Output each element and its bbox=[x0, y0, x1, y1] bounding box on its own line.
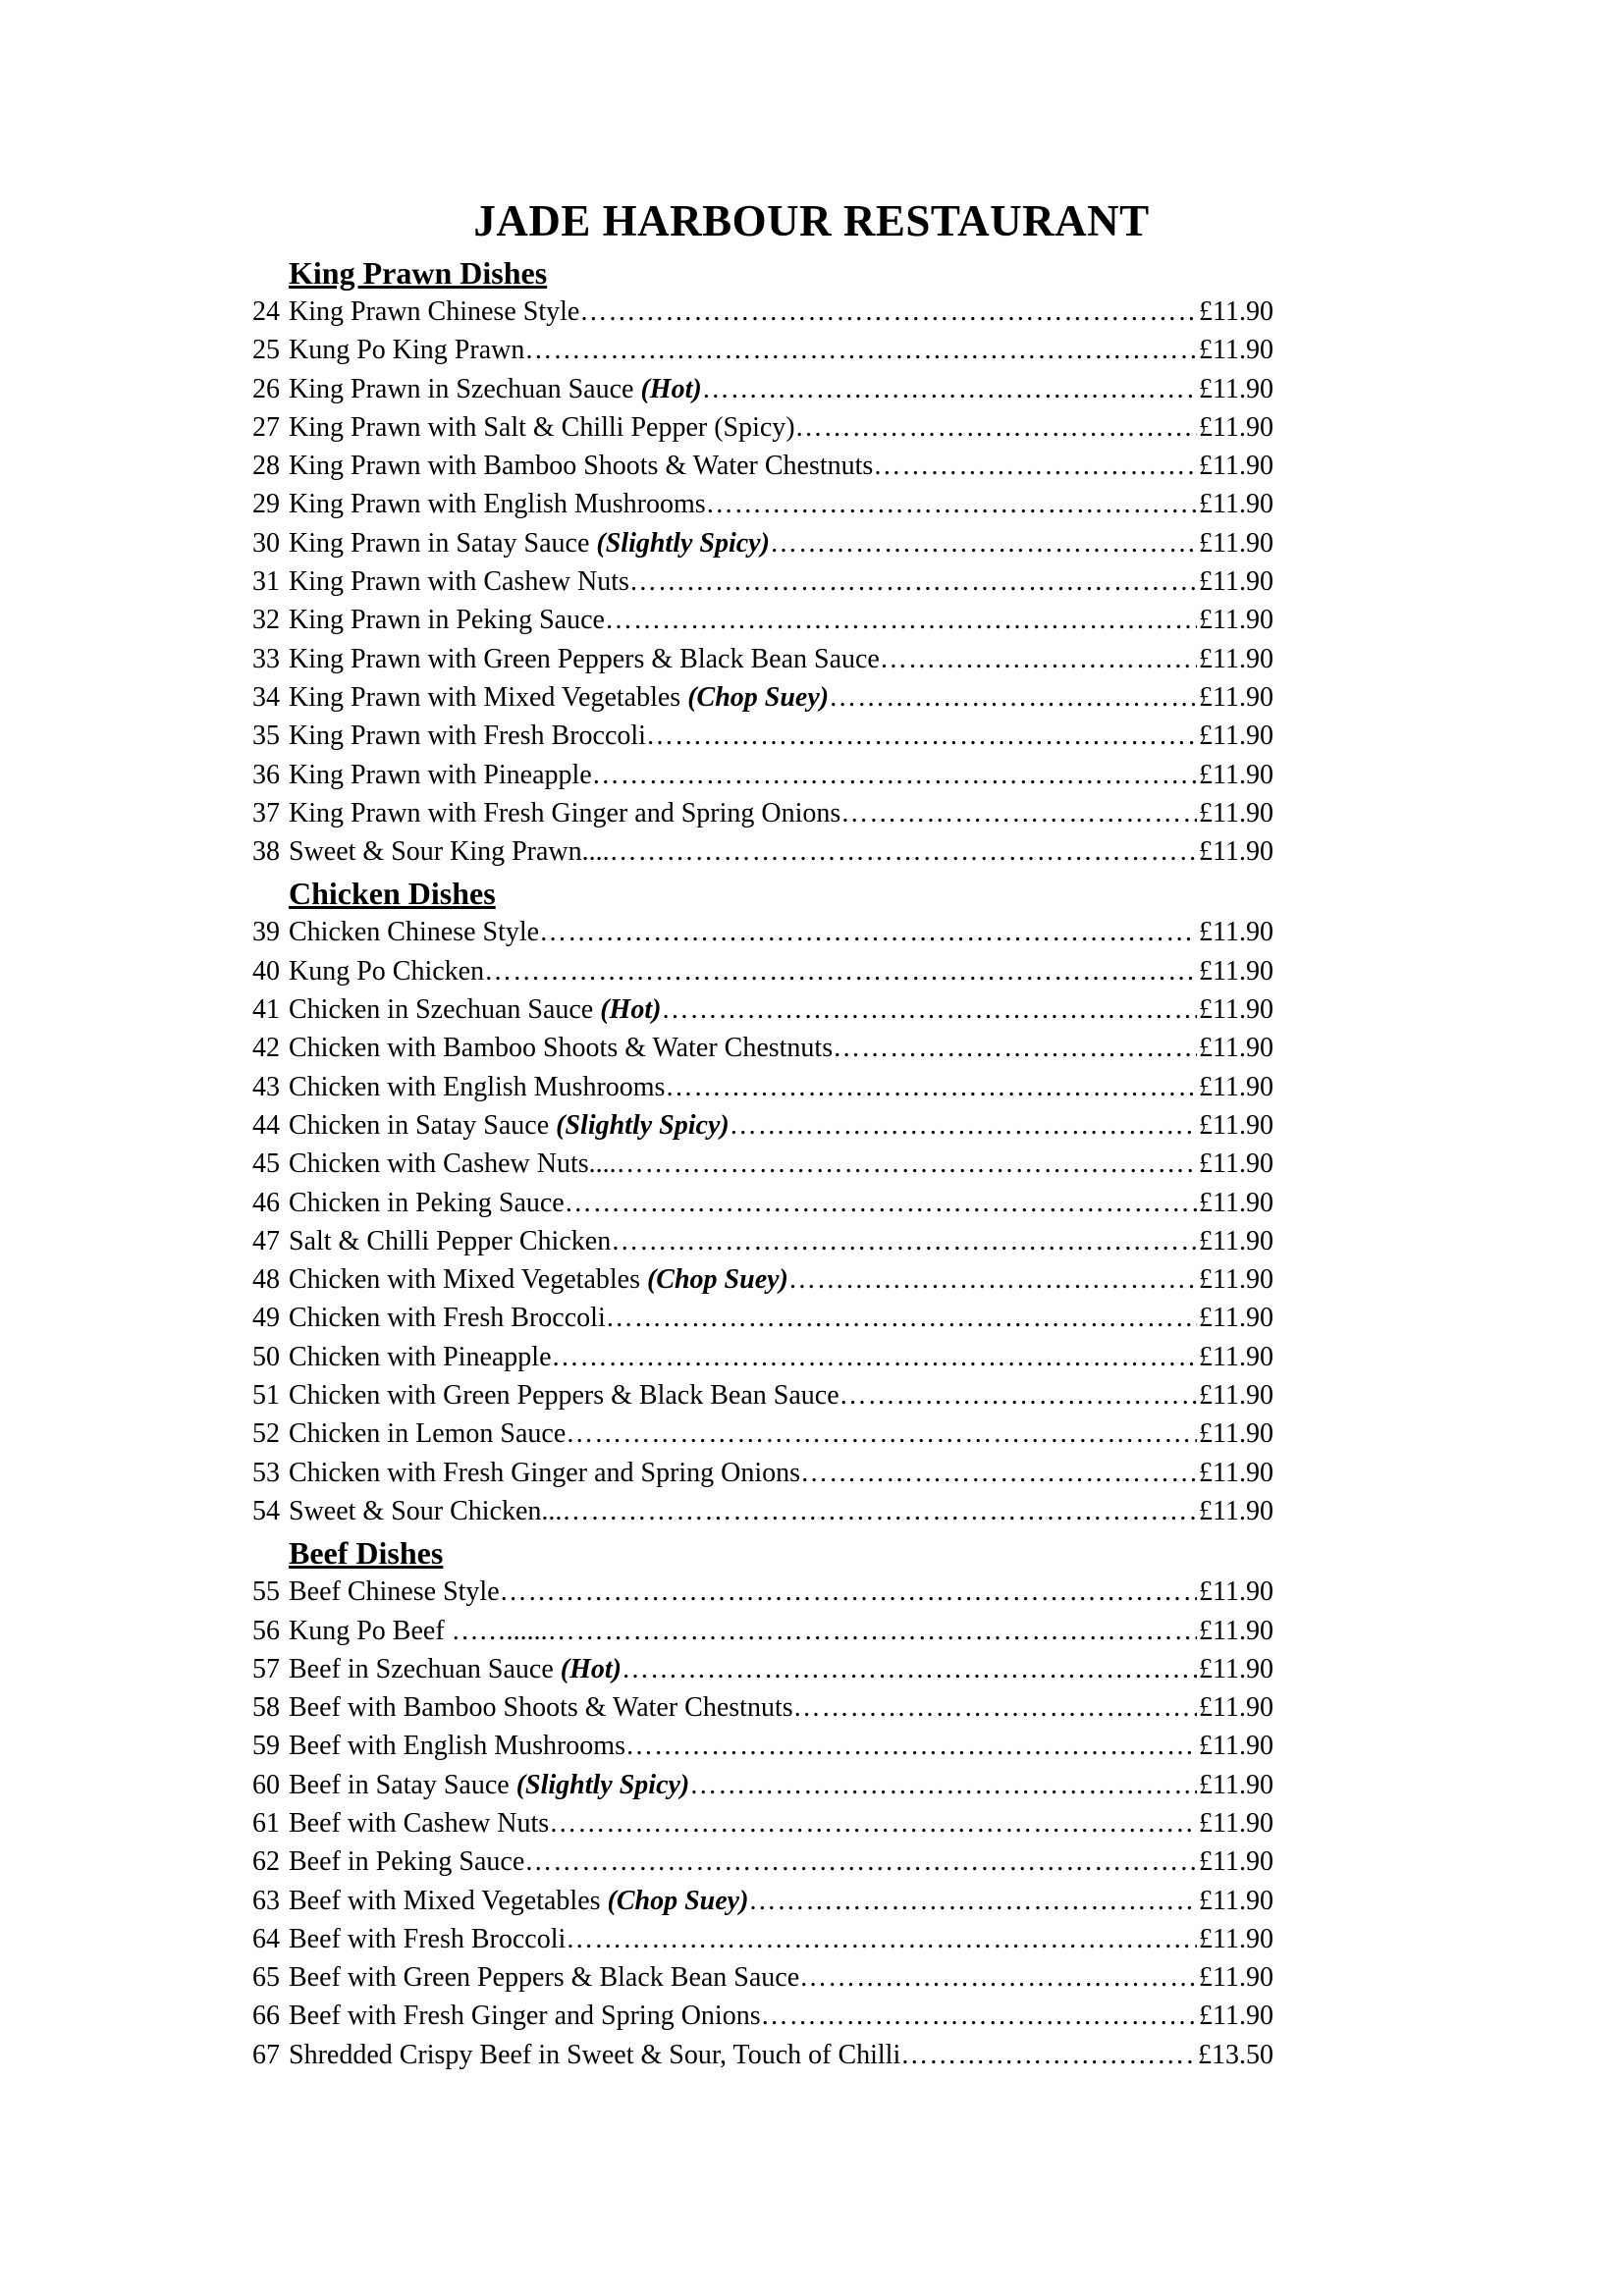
item-name-text: Kung Po Chicken bbox=[289, 955, 485, 987]
item-name-text: Kung Po King Prawn bbox=[289, 335, 525, 366]
item-name-text: King Prawn with Bamboo Shoots & Water Chestnuts bbox=[289, 451, 874, 482]
dot-leader bbox=[793, 1688, 1197, 1727]
item-name-text: Chicken with Mixed Vegetables bbox=[289, 1264, 640, 1296]
item-name bbox=[289, 601, 605, 639]
menu-item bbox=[252, 408, 1273, 447]
menu-item bbox=[252, 1958, 1273, 1997]
item-price: £11.90 bbox=[1199, 1576, 1273, 1608]
dot-leader bbox=[761, 1997, 1197, 2035]
item-price: £11.90 bbox=[1199, 994, 1273, 1026]
item-price: £11.90 bbox=[1199, 1418, 1273, 1450]
dot-leader bbox=[706, 485, 1197, 523]
menu-item bbox=[252, 1415, 1273, 1453]
section-heading: Chicken Dishes bbox=[289, 876, 496, 912]
item-name-text: Sweet & Sour King Prawn.... bbox=[289, 836, 610, 868]
item-name bbox=[289, 1766, 689, 1804]
dot-leader bbox=[524, 331, 1197, 369]
dot-leader bbox=[611, 1222, 1197, 1260]
item-name-text: Chicken Chinese Style bbox=[289, 917, 540, 948]
dot-leader bbox=[873, 447, 1197, 485]
menu-item bbox=[252, 1997, 1273, 2035]
menu-item bbox=[252, 1454, 1273, 1492]
item-name bbox=[289, 1184, 565, 1222]
item-name bbox=[289, 293, 579, 331]
dot-leader bbox=[839, 1376, 1197, 1415]
menu-item bbox=[252, 1106, 1273, 1145]
item-price: £11.90 bbox=[1199, 527, 1273, 559]
menu-item bbox=[252, 1727, 1273, 1765]
item-price: £11.90 bbox=[1199, 411, 1273, 443]
item-name bbox=[289, 1068, 665, 1106]
item-number: 29 bbox=[252, 489, 280, 520]
item-price: £11.90 bbox=[1199, 1109, 1273, 1141]
item-price: £11.90 bbox=[1199, 759, 1273, 790]
menu-section bbox=[252, 1533, 1273, 2074]
item-name bbox=[289, 1338, 552, 1376]
item-name-text: Sweet & Sour Chicken... bbox=[289, 1495, 563, 1526]
item-price: £11.90 bbox=[1199, 1769, 1273, 1800]
item-price: £11.90 bbox=[1199, 1457, 1273, 1488]
item-price: £11.90 bbox=[1199, 566, 1273, 598]
item-name-text: Beef in Satay Sauce bbox=[289, 1769, 510, 1800]
dot-leader bbox=[748, 1882, 1197, 1920]
item-name bbox=[289, 1145, 617, 1183]
menu-item bbox=[252, 1842, 1273, 1881]
dot-leader bbox=[880, 640, 1197, 678]
item-name-text: King Prawn with Green Peppers & Black Bean Sauce bbox=[289, 643, 880, 674]
item-name-text: Beef with Cashew Nuts bbox=[289, 1807, 550, 1839]
item-number: 67 bbox=[252, 2039, 280, 2070]
dot-leader bbox=[484, 952, 1197, 990]
item-name bbox=[289, 1842, 524, 1881]
menu-item bbox=[252, 1492, 1273, 1530]
item-number: 48 bbox=[252, 1264, 280, 1296]
menu-item bbox=[252, 2036, 1273, 2074]
menu-section bbox=[252, 253, 1273, 871]
item-number: 40 bbox=[252, 955, 280, 987]
menu-item bbox=[252, 1376, 1273, 1415]
section-heading: King Prawn Dishes bbox=[289, 255, 548, 291]
item-name bbox=[289, 1029, 833, 1067]
item-number: 43 bbox=[252, 1071, 280, 1102]
item-name bbox=[289, 1958, 799, 1997]
menu-item bbox=[252, 562, 1273, 601]
dot-leader bbox=[605, 601, 1197, 639]
item-name-text: Beef in Szechuan Sauce bbox=[289, 1653, 554, 1684]
item-number: 24 bbox=[252, 296, 280, 327]
item-name bbox=[289, 678, 829, 717]
dot-leader bbox=[646, 717, 1197, 755]
item-price: £11.90 bbox=[1199, 2001, 1273, 2032]
item-name bbox=[289, 1260, 788, 1299]
menu-item bbox=[252, 1222, 1273, 1260]
item-number: 30 bbox=[252, 527, 280, 559]
item-number: 54 bbox=[252, 1495, 280, 1526]
item-name-text: Kung Po Beef ……...... bbox=[289, 1615, 548, 1646]
menu-item bbox=[252, 447, 1273, 485]
dot-leader bbox=[770, 524, 1197, 562]
item-name-text: Beef with Bamboo Shoots & Water Chestnuts bbox=[289, 1692, 793, 1724]
item-price: £11.90 bbox=[1199, 1187, 1273, 1218]
item-price: £11.90 bbox=[1199, 1264, 1273, 1296]
menu-item bbox=[252, 485, 1273, 523]
item-number: 64 bbox=[252, 1923, 280, 1954]
menu-item bbox=[252, 524, 1273, 562]
item-price: £11.90 bbox=[1199, 1341, 1273, 1372]
item-number: 56 bbox=[252, 1615, 280, 1646]
item-name-text: King Prawn in Szechuan Sauce bbox=[289, 373, 634, 404]
item-name bbox=[289, 485, 706, 523]
item-number: 33 bbox=[252, 643, 280, 674]
item-note: (Chop Suey) bbox=[607, 1885, 749, 1916]
item-name bbox=[289, 1222, 611, 1260]
item-number: 25 bbox=[252, 335, 280, 366]
dot-leader bbox=[900, 2036, 1196, 2074]
item-name bbox=[289, 1920, 566, 1958]
item-number: 59 bbox=[252, 1731, 280, 1762]
dot-leader bbox=[788, 1260, 1197, 1299]
item-name bbox=[289, 524, 770, 562]
item-note: (Slightly Spicy) bbox=[596, 527, 770, 559]
menu-item bbox=[252, 756, 1273, 794]
item-price: £11.90 bbox=[1199, 605, 1273, 636]
item-name-text: Chicken with Fresh Broccoli bbox=[289, 1303, 606, 1334]
item-name-text: Beef with Fresh Broccoli bbox=[289, 1923, 567, 1954]
item-number: 32 bbox=[252, 605, 280, 636]
section-heading: Beef Dishes bbox=[289, 1535, 444, 1572]
item-price: £11.90 bbox=[1199, 1495, 1273, 1526]
item-note: (Hot) bbox=[640, 373, 702, 404]
dot-leader bbox=[840, 794, 1197, 832]
item-name bbox=[289, 1650, 622, 1688]
item-number: 52 bbox=[252, 1418, 280, 1450]
item-name-text: Beef with Fresh Ginger and Spring Onions bbox=[289, 2001, 761, 2032]
menu-item bbox=[252, 1882, 1273, 1920]
item-name bbox=[289, 1727, 625, 1765]
dot-leader bbox=[549, 1804, 1197, 1842]
dot-leader bbox=[829, 678, 1197, 717]
item-name bbox=[289, 331, 524, 369]
menu-list bbox=[252, 250, 1273, 2074]
item-number: 60 bbox=[252, 1769, 280, 1800]
dot-leader bbox=[629, 562, 1197, 601]
item-number: 41 bbox=[252, 994, 280, 1026]
item-name-text: Chicken in Lemon Sauce bbox=[289, 1418, 567, 1450]
item-number: 34 bbox=[252, 681, 280, 713]
item-name-text: Beef with English Mushrooms bbox=[289, 1731, 625, 1762]
item-note: (Hot) bbox=[560, 1653, 622, 1684]
item-name-text: Chicken with Cashew Nuts.... bbox=[289, 1148, 617, 1180]
dot-leader bbox=[610, 832, 1197, 871]
menu-item bbox=[252, 1145, 1273, 1183]
item-price: £11.90 bbox=[1199, 1923, 1273, 1954]
item-name-text: King Prawn with Fresh Broccoli bbox=[289, 721, 646, 752]
item-price: £11.90 bbox=[1199, 1653, 1273, 1684]
item-number: 27 bbox=[252, 411, 280, 443]
item-name-text: King Prawn with Mixed Vegetables bbox=[289, 681, 681, 713]
item-name-text: Chicken with Green Peppers & Black Bean Sauce bbox=[289, 1380, 839, 1412]
item-number: 28 bbox=[252, 451, 280, 482]
item-name-text: King Prawn Chinese Style bbox=[289, 296, 580, 327]
item-price: £11.90 bbox=[1199, 1148, 1273, 1180]
item-name-text: Beef in Peking Sauce bbox=[289, 1846, 525, 1878]
item-name-text: Chicken with Bamboo Shoots & Water Chestnuts bbox=[289, 1033, 834, 1064]
item-price: £11.90 bbox=[1199, 296, 1273, 327]
menu-item bbox=[252, 1804, 1273, 1842]
menu-item bbox=[252, 370, 1273, 408]
menu-item bbox=[252, 640, 1273, 678]
item-price: £11.90 bbox=[1199, 1962, 1273, 1994]
item-price: £11.90 bbox=[1199, 1071, 1273, 1102]
item-price: £11.90 bbox=[1199, 797, 1273, 828]
item-name-text: Chicken in Szechuan Sauce bbox=[289, 994, 594, 1026]
item-name-text: Beef with Mixed Vegetables bbox=[289, 1885, 601, 1916]
item-price: £11.90 bbox=[1199, 1615, 1273, 1646]
item-number: 37 bbox=[252, 797, 280, 828]
dot-leader bbox=[625, 1727, 1197, 1765]
item-number: 63 bbox=[252, 1885, 280, 1916]
item-name bbox=[289, 794, 840, 832]
menu-item bbox=[252, 678, 1273, 717]
menu-item bbox=[252, 293, 1273, 331]
item-name-text: King Prawn with Pineapple bbox=[289, 759, 592, 790]
item-number: 47 bbox=[252, 1225, 280, 1256]
item-price: £11.90 bbox=[1199, 681, 1273, 713]
item-price: £11.90 bbox=[1199, 1225, 1273, 1256]
menu-item bbox=[252, 331, 1273, 369]
item-name bbox=[289, 1997, 761, 2035]
dot-leader bbox=[799, 1958, 1197, 1997]
item-name bbox=[289, 370, 702, 408]
dot-leader bbox=[579, 293, 1197, 331]
dot-leader bbox=[702, 370, 1197, 408]
item-price: £11.90 bbox=[1199, 451, 1273, 482]
item-price: £11.90 bbox=[1199, 917, 1273, 948]
page-title: JADE HARBOUR RESTAURANT bbox=[473, 196, 1150, 245]
item-name bbox=[289, 1612, 548, 1650]
item-number: 62 bbox=[252, 1846, 280, 1878]
item-name-text: Chicken with Pineapple bbox=[289, 1341, 552, 1372]
item-number: 66 bbox=[252, 2001, 280, 2032]
dot-leader bbox=[665, 1068, 1197, 1106]
item-note: (Slightly Spicy) bbox=[515, 1769, 690, 1800]
menu-item bbox=[252, 952, 1273, 990]
item-price: £11.90 bbox=[1199, 335, 1273, 366]
item-name bbox=[289, 1688, 793, 1727]
item-number: 49 bbox=[252, 1303, 280, 1334]
item-name-text: King Prawn with Cashew Nuts bbox=[289, 566, 629, 598]
item-name bbox=[289, 913, 539, 951]
menu-item bbox=[252, 990, 1273, 1029]
item-name-text: Beef Chinese Style bbox=[289, 1576, 500, 1608]
item-note: (Chop Suey) bbox=[687, 681, 830, 713]
dot-leader bbox=[566, 1415, 1197, 1453]
item-price: £11.90 bbox=[1199, 721, 1273, 752]
item-name-text: King Prawn with English Mushrooms bbox=[289, 489, 706, 520]
item-price: £11.90 bbox=[1199, 1731, 1273, 1762]
item-number: 45 bbox=[252, 1148, 280, 1180]
menu-item bbox=[252, 1573, 1273, 1611]
item-name bbox=[289, 2036, 900, 2074]
item-price: £11.90 bbox=[1199, 1885, 1273, 1916]
menu-item bbox=[252, 1688, 1273, 1727]
item-note: (Slightly Spicy) bbox=[556, 1109, 730, 1141]
item-number: 51 bbox=[252, 1380, 280, 1412]
dot-leader bbox=[566, 1920, 1197, 1958]
item-name bbox=[289, 1804, 549, 1842]
item-name bbox=[289, 952, 484, 990]
dot-leader bbox=[795, 408, 1197, 447]
menu-item bbox=[252, 1920, 1273, 1958]
item-number: 55 bbox=[252, 1576, 280, 1608]
item-name-text: Salt & Chilli Pepper Chicken bbox=[289, 1225, 612, 1256]
item-name-text: Chicken with English Mushrooms bbox=[289, 1071, 666, 1102]
item-name bbox=[289, 1415, 566, 1453]
dot-leader bbox=[800, 1454, 1197, 1492]
menu-item bbox=[252, 1260, 1273, 1299]
dot-leader bbox=[622, 1650, 1197, 1688]
item-price: £11.90 bbox=[1199, 1692, 1273, 1724]
item-number: 39 bbox=[252, 917, 280, 948]
item-number: 58 bbox=[252, 1692, 280, 1724]
menu-item bbox=[252, 1029, 1273, 1067]
menu-section bbox=[252, 874, 1273, 1530]
item-number: 57 bbox=[252, 1653, 280, 1684]
item-note: (Chop Suey) bbox=[646, 1264, 788, 1296]
item-price: £13.50 bbox=[1198, 2039, 1273, 2070]
item-name bbox=[289, 756, 592, 794]
menu-item bbox=[252, 832, 1273, 871]
item-name bbox=[289, 832, 610, 871]
menu-item bbox=[252, 717, 1273, 755]
menu-item bbox=[252, 1184, 1273, 1222]
item-price: £11.90 bbox=[1199, 373, 1273, 404]
item-name-text: Beef with Green Peppers & Black Bean Sauce bbox=[289, 1962, 800, 1994]
dot-leader bbox=[548, 1612, 1197, 1650]
item-name bbox=[289, 990, 661, 1029]
item-price: £11.90 bbox=[1199, 955, 1273, 987]
item-price: £11.90 bbox=[1199, 1846, 1273, 1878]
item-name-text: King Prawn with Salt & Chilli Pepper (Spicy) bbox=[289, 411, 795, 443]
item-name bbox=[289, 1376, 839, 1415]
menu-item bbox=[252, 794, 1273, 832]
item-number: 35 bbox=[252, 721, 280, 752]
dot-leader bbox=[833, 1029, 1197, 1067]
item-price: £11.90 bbox=[1199, 1807, 1273, 1839]
item-number: 53 bbox=[252, 1457, 280, 1488]
item-number: 38 bbox=[252, 836, 280, 868]
item-number: 50 bbox=[252, 1341, 280, 1372]
dot-leader bbox=[524, 1842, 1197, 1881]
item-price: £11.90 bbox=[1199, 1380, 1273, 1412]
item-name bbox=[289, 447, 873, 485]
dot-leader bbox=[565, 1184, 1197, 1222]
item-name bbox=[289, 1299, 606, 1337]
item-name-text: Chicken with Fresh Ginger and Spring Onions bbox=[289, 1457, 801, 1488]
item-name bbox=[289, 408, 795, 447]
dot-leader bbox=[661, 990, 1197, 1029]
item-number: 65 bbox=[252, 1962, 280, 1994]
item-name-text: Chicken in Satay Sauce bbox=[289, 1109, 550, 1141]
item-name-text: King Prawn with Fresh Ginger and Spring Onions bbox=[289, 797, 841, 828]
item-name bbox=[289, 1106, 730, 1145]
dot-leader bbox=[617, 1145, 1197, 1183]
item-number: 31 bbox=[252, 566, 280, 598]
dot-leader bbox=[592, 756, 1197, 794]
dot-leader bbox=[606, 1299, 1197, 1337]
dot-leader bbox=[552, 1338, 1198, 1376]
item-name bbox=[289, 1492, 562, 1530]
item-price: £11.90 bbox=[1199, 836, 1273, 868]
item-note: (Hot) bbox=[600, 994, 662, 1026]
item-number: 36 bbox=[252, 759, 280, 790]
item-number: 42 bbox=[252, 1033, 280, 1064]
item-name bbox=[289, 1454, 800, 1492]
item-name bbox=[289, 562, 629, 601]
item-name bbox=[289, 717, 646, 755]
item-name-text: King Prawn in Peking Sauce bbox=[289, 605, 605, 636]
menu-item bbox=[252, 1068, 1273, 1106]
item-name bbox=[289, 640, 880, 678]
menu-item bbox=[252, 913, 1273, 951]
menu-item bbox=[252, 601, 1273, 639]
dot-leader bbox=[539, 913, 1197, 951]
item-price: £11.90 bbox=[1199, 1303, 1273, 1334]
item-name-text: Shredded Crispy Beef in Sweet & Sour, Touch of Chilli bbox=[289, 2039, 901, 2070]
menu-item bbox=[252, 1766, 1273, 1804]
item-number: 44 bbox=[252, 1109, 280, 1141]
item-name-text: Chicken in Peking Sauce bbox=[289, 1187, 565, 1218]
menu-item bbox=[252, 1338, 1273, 1376]
menu-item bbox=[252, 1299, 1273, 1337]
item-name bbox=[289, 1882, 748, 1920]
item-number: 26 bbox=[252, 373, 280, 404]
dot-leader bbox=[730, 1106, 1197, 1145]
item-price: £11.90 bbox=[1199, 1033, 1273, 1064]
dot-leader bbox=[689, 1766, 1197, 1804]
item-price: £11.90 bbox=[1199, 489, 1273, 520]
menu-item bbox=[252, 1650, 1273, 1688]
dot-leader bbox=[562, 1492, 1197, 1530]
item-name bbox=[289, 1573, 500, 1611]
item-name-text: King Prawn in Satay Sauce bbox=[289, 527, 590, 559]
item-number: 46 bbox=[252, 1187, 280, 1218]
item-price: £11.90 bbox=[1199, 643, 1273, 674]
menu-item bbox=[252, 1612, 1273, 1650]
dot-leader bbox=[500, 1573, 1197, 1611]
item-number: 61 bbox=[252, 1807, 280, 1839]
